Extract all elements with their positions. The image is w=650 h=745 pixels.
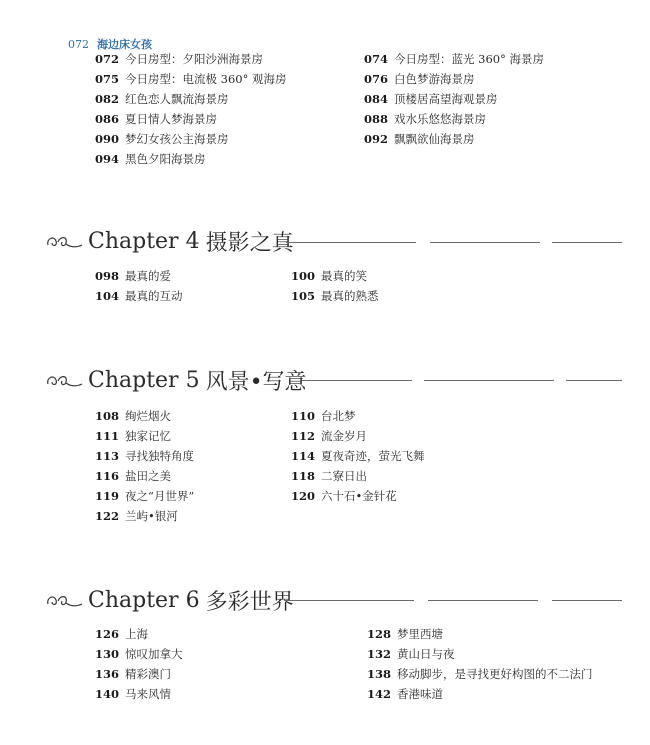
toc-title: 梦幻女孩公主海景房: [125, 132, 229, 146]
toc-page-num: 136: [95, 667, 120, 681]
toc-title: 寻找独特角度: [125, 449, 194, 463]
toc-page-num: 126: [95, 627, 120, 641]
toc-title: 飘飘欲仙海景房: [394, 132, 475, 146]
chapter-heading: [44, 226, 294, 257]
chapter-label: Chapter 4: [88, 229, 200, 254]
toc-entry[interactable]: [95, 667, 171, 681]
toc-entry[interactable]: [95, 429, 171, 443]
toc-page-num: 072: [95, 52, 120, 66]
chapter-rule: [552, 600, 622, 601]
toc-page-num: 118: [291, 469, 316, 483]
toc-page-num: 122: [95, 509, 120, 523]
toc-page-num: 098: [95, 269, 120, 283]
toc-title: 黄山日与夜: [397, 647, 455, 661]
toc-entry[interactable]: [95, 269, 171, 283]
toc-title: 最真的笑: [321, 269, 367, 283]
toc-title: 马来风情: [125, 687, 171, 701]
toc-page-num: 084: [364, 92, 389, 106]
chapter-rule: [284, 600, 414, 601]
toc-page-num: 140: [95, 687, 120, 701]
chapter-title: 风景•写意: [205, 370, 307, 395]
toc-title: 移动脚步，是寻找更好构图的不二法门: [397, 667, 593, 681]
toc-entry[interactable]: [291, 449, 425, 463]
flourish-ornament-icon: [44, 231, 84, 253]
toc-page-num: 086: [95, 112, 120, 126]
chapter-title: 摄影之真: [205, 231, 294, 256]
toc-entry[interactable]: [95, 509, 178, 523]
toc-title: 香港味道: [397, 687, 443, 701]
toc-page-num: 092: [364, 132, 389, 146]
toc-page-num: 128: [367, 627, 392, 641]
toc-page-num: 130: [95, 647, 120, 661]
toc-title: 台北梦: [321, 409, 356, 423]
chapter-rule: [566, 380, 622, 381]
toc-entry[interactable]: [291, 429, 367, 443]
toc-page-num: 082: [95, 92, 120, 106]
toc-title: 白色梦游海景房: [394, 72, 475, 86]
toc-entry[interactable]: [291, 489, 397, 503]
toc-title: 黑色夕阳海景房: [125, 152, 206, 166]
toc-title: 上海: [125, 627, 148, 641]
toc-entry[interactable]: [95, 687, 171, 701]
toc-page-num: 075: [95, 72, 120, 86]
toc-entry[interactable]: [364, 112, 486, 126]
toc-title: 最真的熟悉: [321, 289, 379, 303]
toc-entry[interactable]: [367, 627, 443, 641]
chapter-rule: [302, 380, 412, 381]
toc-title: 流金岁月: [321, 429, 367, 443]
toc-title: 夏夜奇迹，萤光飞舞: [321, 449, 425, 463]
toc-entry[interactable]: [367, 667, 593, 681]
section-heading-title: 海边床女孩: [97, 38, 152, 51]
chapter-heading: [44, 585, 294, 616]
toc-title: 夏日情人梦海景房: [125, 112, 217, 126]
toc-entry[interactable]: [95, 132, 229, 146]
toc-entry[interactable]: [95, 469, 171, 483]
toc-entry[interactable]: [95, 112, 217, 126]
toc-title: 盐田之美: [125, 469, 171, 483]
toc-page-num: 119: [95, 489, 120, 503]
toc-entry[interactable]: [95, 647, 183, 661]
toc-title: 今日房型：蓝光 360° 海景房: [394, 52, 545, 66]
toc-entry[interactable]: [364, 92, 498, 106]
toc-title: 精彩澳门: [125, 667, 171, 681]
toc-entry[interactable]: [291, 289, 379, 303]
chapter-title: 多彩世界: [205, 590, 294, 615]
toc-page-num: 105: [291, 289, 316, 303]
toc-title: 惊叹加拿大: [125, 647, 183, 661]
toc-page-num: 108: [95, 409, 120, 423]
chapter-rule: [424, 380, 554, 381]
toc-title: 最真的爱: [125, 269, 171, 283]
toc-entry[interactable]: [95, 489, 194, 503]
toc-page-num: 114: [291, 449, 316, 463]
toc-entry[interactable]: [95, 72, 287, 86]
chapter-heading: [44, 365, 307, 396]
toc-entry[interactable]: [95, 92, 229, 106]
toc-entry[interactable]: [95, 152, 206, 166]
toc-title: 梦里西塘: [397, 627, 443, 641]
section-heading: [68, 36, 152, 52]
toc-page-num: 111: [95, 429, 120, 443]
toc-title: 兰屿•银河: [125, 509, 178, 523]
toc-title: 六十石•金针花: [321, 489, 397, 503]
toc-title: 夜之“月世界”: [125, 489, 195, 503]
toc-page-num: 110: [291, 409, 316, 423]
toc-page-num: 104: [95, 289, 120, 303]
toc-entry[interactable]: [291, 409, 356, 423]
toc-title: 顶楼居高望海观景房: [394, 92, 498, 106]
toc-page-num: 138: [367, 667, 392, 681]
toc-page-num: 094: [95, 152, 120, 166]
toc-title: 戏水乐悠悠海景房: [394, 112, 486, 126]
toc-entry[interactable]: [364, 52, 544, 66]
toc-entry[interactable]: [291, 269, 367, 283]
toc-page-num: 116: [95, 469, 120, 483]
toc-entry[interactable]: [291, 469, 367, 483]
toc-title: 红色恋人飘流海景房: [125, 92, 229, 106]
chapter-rule: [428, 600, 538, 601]
toc-entry[interactable]: [367, 687, 443, 701]
toc-title: 独家记忆: [125, 429, 171, 443]
toc-entry[interactable]: [364, 132, 475, 146]
toc-entry[interactable]: [95, 52, 263, 66]
toc-page-num: 074: [364, 52, 389, 66]
toc-title: 今日房型：电流极 360° 观海房: [125, 72, 287, 86]
toc-page-num: 100: [291, 269, 316, 283]
toc-page-num: 112: [291, 429, 316, 443]
toc-title: 最真的互动: [125, 289, 183, 303]
toc-entry[interactable]: [95, 289, 183, 303]
flourish-ornament-icon: [44, 370, 84, 392]
section-heading-page: 072: [68, 38, 89, 51]
toc-page-num: 088: [364, 112, 389, 126]
toc-title: 二寮日出: [321, 469, 367, 483]
toc-page-num: 132: [367, 647, 392, 661]
flourish-ornament-icon: [44, 590, 84, 612]
toc-entry[interactable]: [364, 72, 475, 86]
chapter-rule: [552, 242, 622, 243]
chapter-label: Chapter 5: [88, 368, 200, 393]
chapter-rule: [286, 242, 416, 243]
toc-page-num: 120: [291, 489, 316, 503]
toc-title: 绚烂烟火: [125, 409, 171, 423]
toc-entry[interactable]: [95, 449, 194, 463]
toc-entry[interactable]: [367, 647, 455, 661]
toc-page-num: 076: [364, 72, 389, 86]
chapter-label: Chapter 6: [88, 588, 200, 613]
toc-title: 今日房型：夕阳沙洲海景房: [125, 52, 263, 66]
toc-page-num: 142: [367, 687, 392, 701]
toc-entry[interactable]: [95, 409, 171, 423]
chapter-rule: [430, 242, 540, 243]
toc-entry[interactable]: [95, 627, 148, 641]
toc-page-num: 090: [95, 132, 120, 146]
toc-page-num: 113: [95, 449, 120, 463]
